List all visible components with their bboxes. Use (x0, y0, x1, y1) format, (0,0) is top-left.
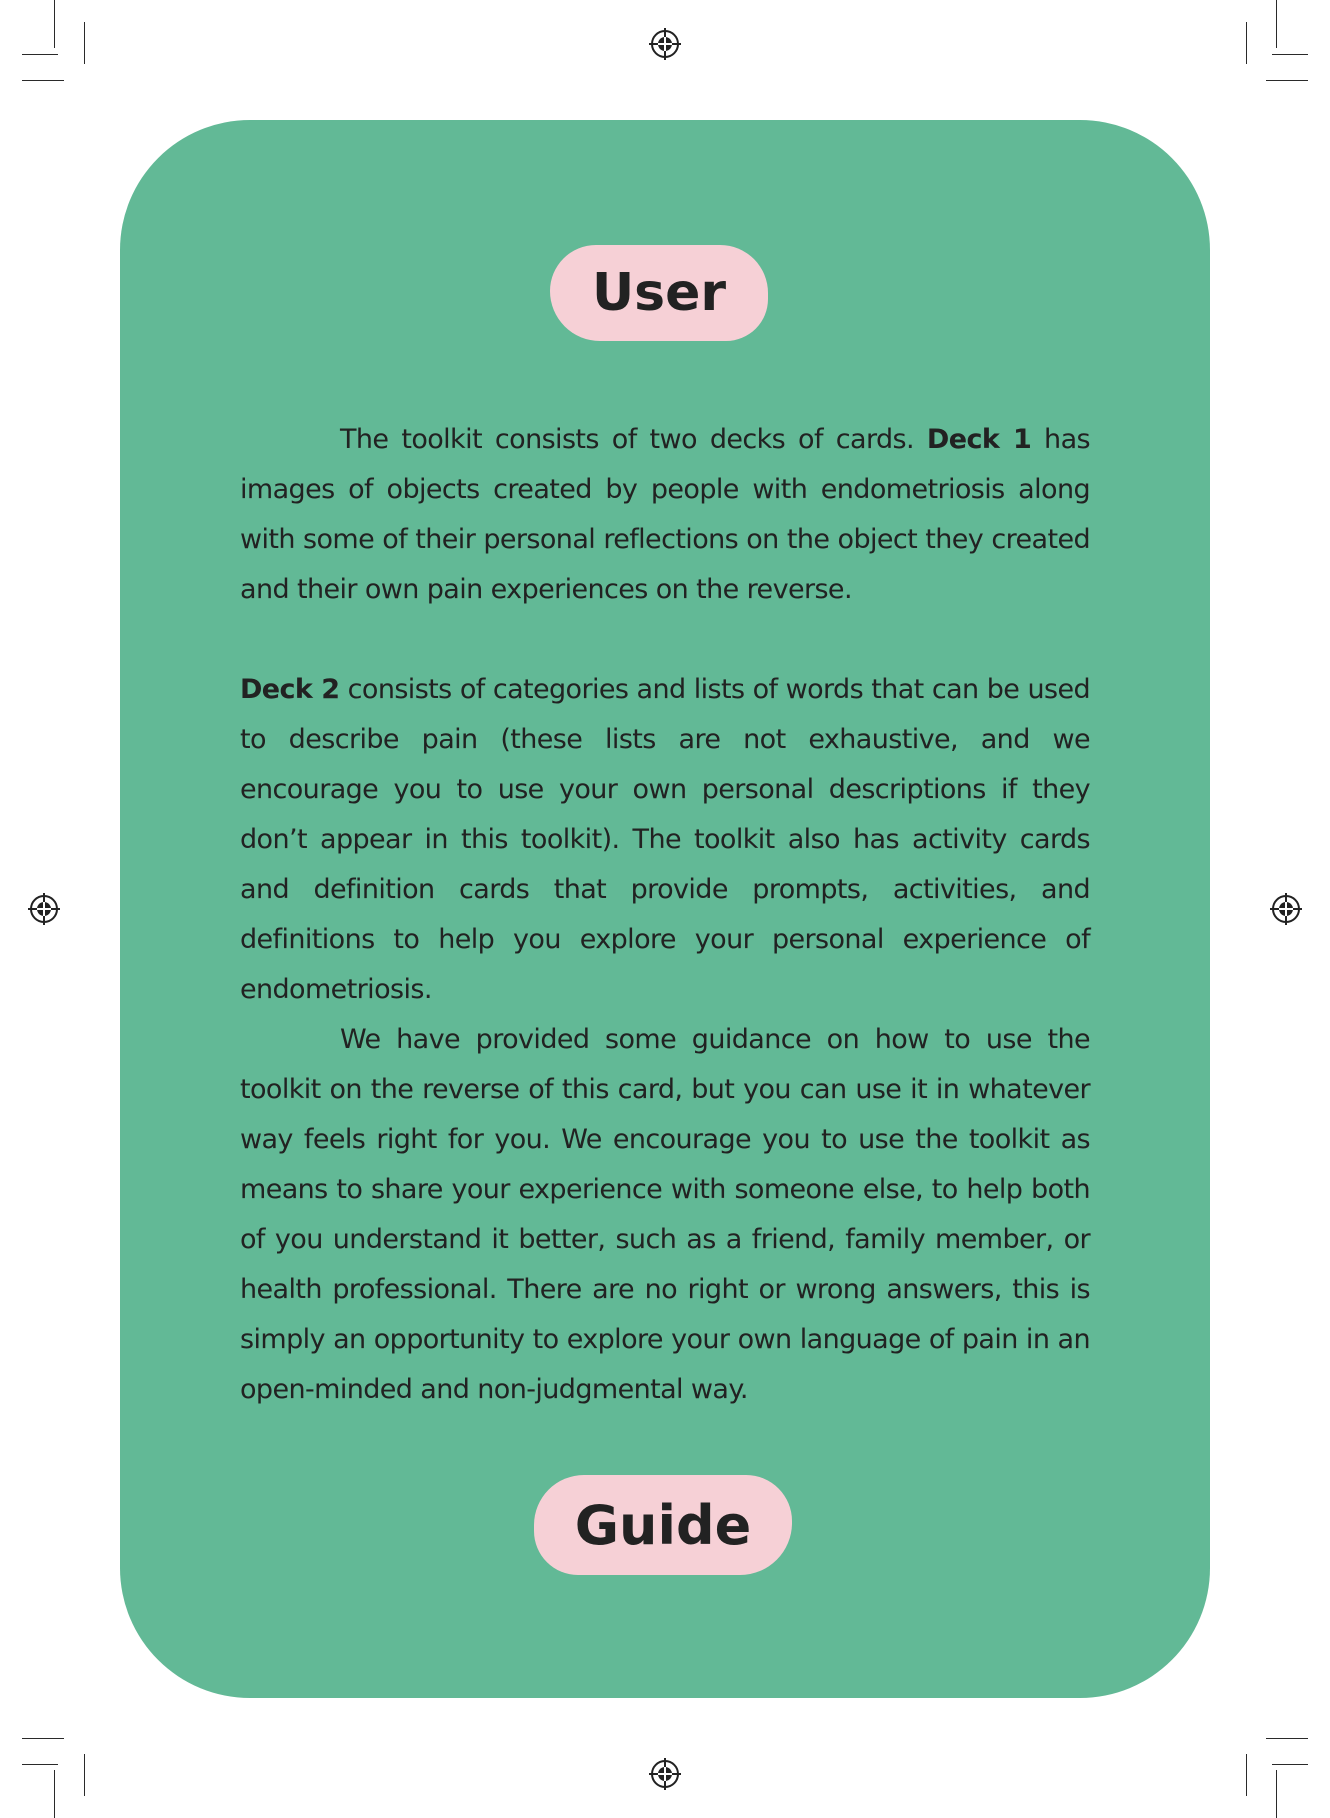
card-footer-badge (534, 1475, 792, 1575)
crop-mark (1246, 1754, 1247, 1796)
crop-mark (54, 0, 55, 48)
crop-mark (1246, 22, 1247, 64)
crop-mark (84, 22, 85, 64)
paragraph-2 (240, 665, 1090, 1015)
crop-mark (1276, 1770, 1277, 1818)
crop-mark (1272, 1764, 1308, 1765)
paragraph-1-text-b: has images of objects created by people with endometriosis along with some of their personal reflections on the object they created and their own pain experiences on the reverse. (240, 424, 1090, 605)
paragraph-2-text: consists of categories and lists of words that can be used to describe pain (these lists are not exhaustive, and we encourage you to use your own personal descriptions if they don’t appear in this toolkit). The toolkit also has activity cards and definition cards that provide prompts, activities, and definitions to help you explore your personal experience of endometriosis. (240, 674, 1091, 1005)
paragraph-3 (240, 1015, 1090, 1415)
paragraph-1-text-a: The toolkit consists of two decks of cards. (340, 424, 927, 455)
crop-mark (22, 1738, 64, 1739)
crop-mark (1266, 80, 1308, 81)
crop-mark (1266, 1738, 1308, 1739)
guide-card (120, 120, 1210, 1698)
registration-mark-icon (28, 893, 60, 925)
registration-mark-icon (649, 1758, 681, 1790)
paragraph-3-text: We have provided some guidance on how to use the toolkit on the reverse of this card, but you can use it in whatever way feels right for you. We encourage you to use the toolkit as means to share your experience with someone else, to help both of you understand it better, such as a friend, family member, or health professional. There are no right or wrong answers, this is simply an opportunity to explore your own language of pain in an open-minded and non-judgmental way. (240, 1024, 1090, 1405)
crop-mark (22, 54, 58, 55)
paragraph-1-bold: Deck 1 (926, 424, 1032, 455)
registration-mark-icon (1270, 893, 1302, 925)
crop-mark (1276, 0, 1277, 48)
crop-mark (84, 1754, 85, 1796)
card-footer: Guide (574, 1493, 752, 1557)
crop-mark (1272, 54, 1308, 55)
card-title: User (591, 263, 727, 323)
paragraph-2-bold: Deck 2 (240, 674, 340, 705)
crop-mark (54, 1770, 55, 1818)
registration-mark-icon (649, 28, 681, 60)
paragraph-1 (240, 415, 1090, 615)
card-title-badge (550, 245, 768, 341)
crop-mark (22, 80, 64, 81)
crop-mark (22, 1764, 58, 1765)
